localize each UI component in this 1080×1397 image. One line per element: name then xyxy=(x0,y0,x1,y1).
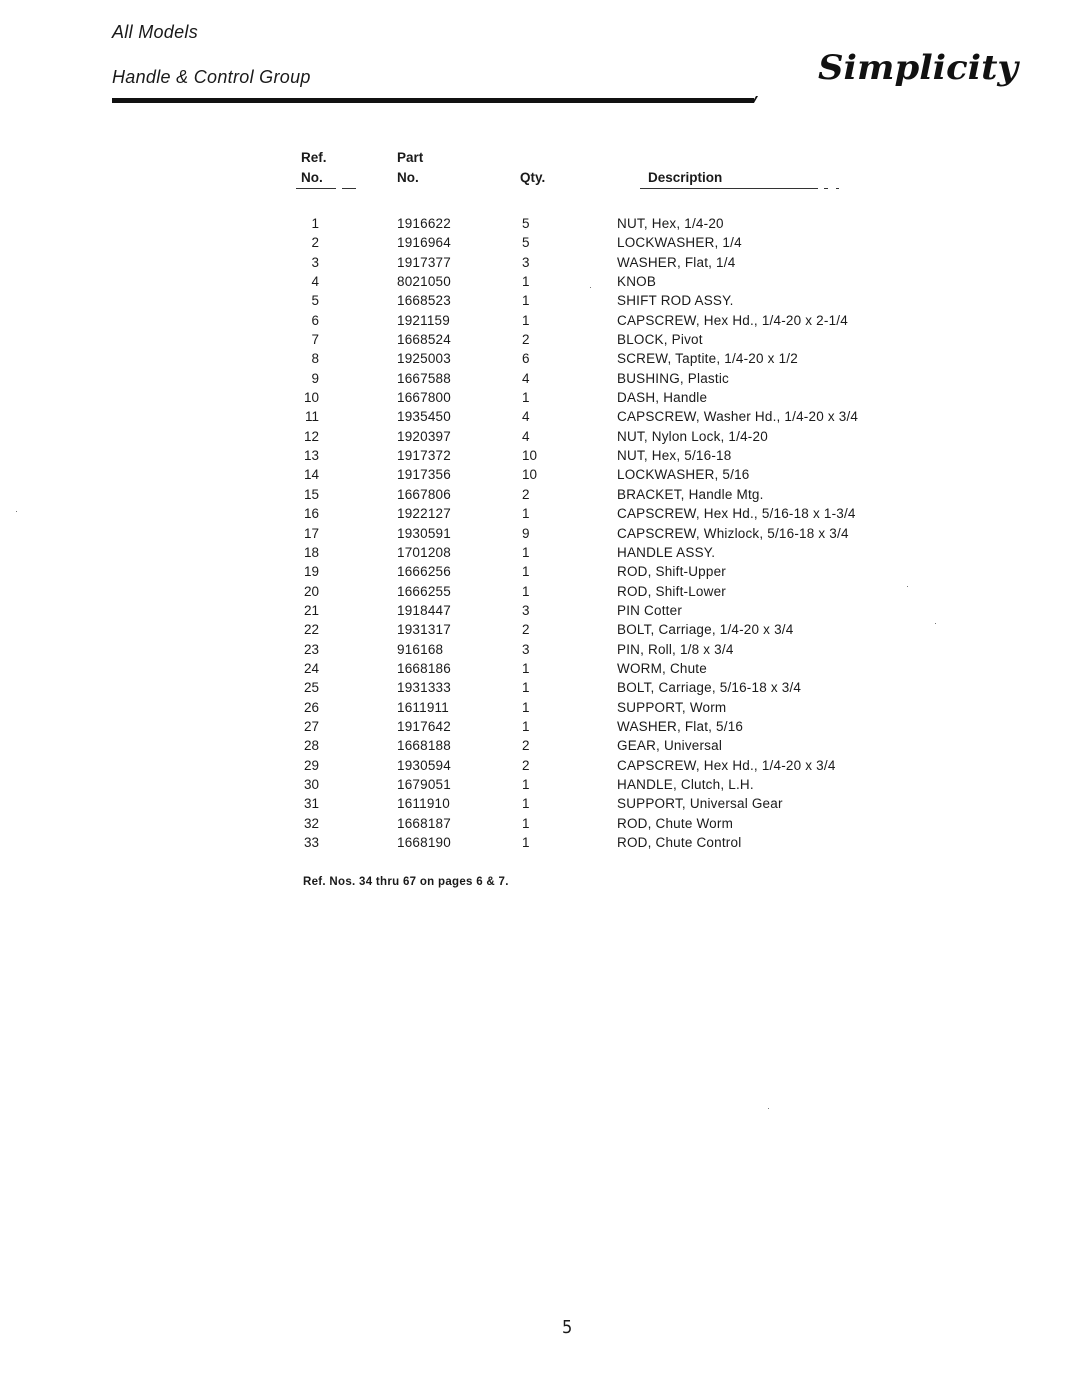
part-number-cell: 1920397 xyxy=(397,428,451,444)
model-label: All Models xyxy=(112,22,199,42)
scan-speck xyxy=(907,586,908,587)
description-cell: LOCKWASHER, 1/4 xyxy=(617,235,742,251)
qty-cell: 1 xyxy=(522,680,530,696)
qty-cell: 1 xyxy=(522,390,530,406)
qty-cell: 2 xyxy=(522,486,530,502)
part-number-cell: 1917377 xyxy=(397,254,451,270)
qty-cell: 3 xyxy=(522,602,530,618)
qty-cell: 6 xyxy=(522,351,530,367)
ref-cell: 29 xyxy=(303,757,319,773)
scan-speck xyxy=(590,287,591,288)
part-number-cell: 1921159 xyxy=(397,312,450,328)
qty-cell: 1 xyxy=(522,564,530,580)
table-row xyxy=(0,640,1080,659)
table-row xyxy=(0,524,1080,543)
part-number-cell: 1668190 xyxy=(397,835,451,850)
scan-speck xyxy=(768,1108,769,1109)
part-number-cell: 1916964 xyxy=(397,235,451,251)
qty-cell: 1 xyxy=(522,835,530,850)
ref-cell: 9 xyxy=(311,370,319,386)
part-number-cell: 8021050 xyxy=(397,274,451,290)
part-number-cell: 1679051 xyxy=(397,776,451,792)
table-row xyxy=(0,775,1080,794)
table-row xyxy=(0,562,1080,581)
section-title: Handle & Control Group xyxy=(112,67,311,87)
table-row xyxy=(0,601,1080,620)
table-row xyxy=(0,485,1080,504)
table-row xyxy=(0,233,1080,252)
col-header-underline xyxy=(640,188,818,189)
table-row xyxy=(0,582,1080,601)
col-header-qty: Qty. xyxy=(520,170,546,185)
table-row xyxy=(0,833,1080,852)
description-cell: PIN, Roll, 1/8 x 3/4 xyxy=(617,641,734,657)
ref-cell: 12 xyxy=(303,428,319,444)
col-header-ref-line1: Ref. xyxy=(301,150,327,165)
description-cell: HANDLE, Clutch, L.H. xyxy=(617,776,754,792)
ref-cell: 10 xyxy=(303,390,319,406)
table-row xyxy=(0,659,1080,678)
col-header-ref-line2: No. xyxy=(301,170,323,185)
description-cell: SHIFT ROD ASSY. xyxy=(617,293,734,309)
table-row xyxy=(0,349,1080,368)
part-number-cell: 1916622 xyxy=(397,216,451,231)
table-row xyxy=(0,407,1080,426)
part-number-cell: 1930591 xyxy=(397,525,451,541)
qty-cell: 1 xyxy=(522,274,530,290)
table-row xyxy=(0,717,1080,736)
table-row xyxy=(0,427,1080,446)
col-header-part-line2: No. xyxy=(397,170,419,185)
table-row xyxy=(0,794,1080,813)
description-cell: PIN Cotter xyxy=(617,602,683,618)
part-number-cell: 1666255 xyxy=(397,583,451,599)
col-header-underline xyxy=(836,188,839,189)
description-cell: BLOCK, Pivot xyxy=(617,332,703,348)
ref-cell: 23 xyxy=(303,641,319,657)
ref-cell: 19 xyxy=(303,564,319,580)
ref-cell: 16 xyxy=(303,506,319,522)
description-cell: CAPSCREW, Whizlock, 5/16-18 x 3/4 xyxy=(617,525,849,541)
part-number-cell: 1701208 xyxy=(397,544,451,560)
part-number-cell: 1931317 xyxy=(397,622,451,638)
description-cell: WASHER, Flat, 1/4 xyxy=(617,254,736,270)
description-cell: BOLT, Carriage, 1/4-20 x 3/4 xyxy=(617,622,794,638)
part-number-cell: 1667800 xyxy=(397,390,451,406)
description-cell: ROD, Shift-Upper xyxy=(617,564,726,580)
table-row xyxy=(0,311,1080,330)
description-cell: BOLT, Carriage, 5/16-18 x 3/4 xyxy=(617,680,802,696)
table-row xyxy=(0,272,1080,291)
col-header-part xyxy=(397,148,423,188)
qty-cell: 1 xyxy=(522,660,530,676)
description-cell: ROD, Chute Control xyxy=(617,835,742,850)
ref-cell: 5 xyxy=(311,293,319,309)
ref-cell: 3 xyxy=(311,254,319,270)
qty-cell: 10 xyxy=(522,467,538,483)
brand-wordmark: Simplicity xyxy=(818,48,1021,88)
description-cell: SCREW, Taptite, 1/4-20 x 1/2 xyxy=(617,351,798,367)
qty-cell: 1 xyxy=(522,699,530,715)
table-row xyxy=(0,291,1080,310)
part-number-cell: 1917372 xyxy=(397,448,451,464)
description-cell: ROD, Shift-Lower xyxy=(617,583,726,599)
table-row xyxy=(0,698,1080,717)
ref-cell: 6 xyxy=(311,312,319,328)
col-header-underline xyxy=(342,188,356,189)
description-cell: NUT, Hex, 5/16-18 xyxy=(617,448,732,464)
ref-cell: 11 xyxy=(304,409,319,425)
table-row xyxy=(0,253,1080,272)
qty-cell: 2 xyxy=(522,622,530,638)
simplicity-logo xyxy=(816,48,1022,88)
ref-cell: 32 xyxy=(303,815,319,831)
part-number-cell: 1668187 xyxy=(397,815,451,831)
description-cell: CAPSCREW, Washer Hd., 1/4-20 x 3/4 xyxy=(617,409,859,425)
scan-speck xyxy=(935,623,936,624)
ref-cell: 31 xyxy=(303,796,319,812)
ref-cell: 17 xyxy=(303,525,319,541)
qty-cell: 2 xyxy=(522,757,530,773)
description-cell: CAPSCREW, Hex Hd., 5/16-18 x 1-3/4 xyxy=(617,506,856,522)
description-cell: WASHER, Flat, 5/16 xyxy=(617,718,744,734)
description-cell: CAPSCREW, Hex Hd., 1/4-20 x 2-1/4 xyxy=(617,312,848,328)
qty-cell: 9 xyxy=(522,525,530,541)
ref-cell: 26 xyxy=(303,699,319,715)
table-row xyxy=(0,369,1080,388)
table-row xyxy=(0,814,1080,833)
qty-cell: 2 xyxy=(522,738,530,754)
parts-table xyxy=(0,214,1080,852)
part-number-cell: 1917642 xyxy=(397,718,451,734)
qty-cell: 1 xyxy=(522,583,530,599)
qty-cell: 3 xyxy=(522,641,530,657)
ref-cell: 21 xyxy=(303,602,319,618)
description-cell: WORM, Chute xyxy=(617,660,707,676)
part-number-cell: 916168 xyxy=(397,641,444,657)
description-cell: CAPSCREW, Hex Hd., 1/4-20 x 3/4 xyxy=(617,757,836,773)
qty-cell: 1 xyxy=(522,293,530,309)
table-row xyxy=(0,465,1080,484)
description-cell: DASH, Handle xyxy=(617,390,708,406)
description-cell: LOCKWASHER, 5/16 xyxy=(617,467,750,483)
part-number-cell: 1667806 xyxy=(397,486,451,502)
ref-cell: 8 xyxy=(311,351,319,367)
qty-cell: 1 xyxy=(522,776,530,792)
qty-cell: 4 xyxy=(522,428,530,444)
footnote: Ref. Nos. 34 thru 67 on pages 6 & 7. xyxy=(303,876,509,888)
col-header-underline xyxy=(296,188,336,189)
qty-cell: 1 xyxy=(522,312,530,328)
part-number-cell: 1925003 xyxy=(397,351,451,367)
col-header-ref xyxy=(301,148,327,188)
part-number-cell: 1667588 xyxy=(397,370,451,386)
col-header-underline xyxy=(824,188,828,189)
ref-cell: 27 xyxy=(303,718,319,734)
ref-cell: 20 xyxy=(303,583,319,599)
ref-cell: 13 xyxy=(303,448,319,464)
qty-cell: 4 xyxy=(522,409,530,425)
ref-cell: 2 xyxy=(311,235,319,251)
description-cell: HANDLE ASSY. xyxy=(617,544,716,560)
ref-cell: 22 xyxy=(303,622,319,638)
part-number-cell: 1931333 xyxy=(397,680,451,696)
qty-cell: 1 xyxy=(522,506,530,522)
col-header-part-line1: Part xyxy=(397,150,424,165)
ref-cell: 4 xyxy=(311,274,319,290)
description-cell: SUPPORT, Worm xyxy=(617,699,727,715)
table-row xyxy=(0,543,1080,562)
part-number-cell: 1930594 xyxy=(397,757,451,773)
ref-cell: 24 xyxy=(303,660,319,676)
qty-cell: 1 xyxy=(522,544,530,560)
ref-cell: 7 xyxy=(311,332,319,348)
part-number-cell: 1917356 xyxy=(397,467,451,483)
qty-cell: 5 xyxy=(522,235,530,251)
qty-cell: 4 xyxy=(522,370,530,386)
ref-cell: 15 xyxy=(303,486,319,502)
description-cell: BRACKET, Handle Mtg. xyxy=(617,486,764,502)
table-row xyxy=(0,736,1080,755)
part-number-cell: 1668524 xyxy=(397,332,451,348)
part-number-cell: 1611910 xyxy=(397,796,450,812)
table-row xyxy=(0,504,1080,523)
table-row xyxy=(0,678,1080,697)
table-row xyxy=(0,620,1080,639)
table-row xyxy=(0,330,1080,349)
ref-cell: 28 xyxy=(303,738,319,754)
description-cell: NUT, Hex, 1/4-20 xyxy=(617,216,724,231)
qty-cell: 1 xyxy=(522,796,530,812)
description-cell: KNOB xyxy=(617,274,657,290)
part-number-cell: 1666256 xyxy=(397,564,451,580)
part-number-cell: 1668523 xyxy=(397,293,451,309)
qty-cell: 1 xyxy=(522,718,530,734)
ref-cell: 18 xyxy=(303,544,319,560)
page-number: 5 xyxy=(562,1317,573,1338)
qty-cell: 5 xyxy=(522,216,530,231)
qty-cell: 1 xyxy=(522,815,530,831)
part-number-cell: 1922127 xyxy=(397,506,451,522)
table-row xyxy=(0,388,1080,407)
part-number-cell: 1918447 xyxy=(397,602,451,618)
qty-cell: 3 xyxy=(522,254,530,270)
header-rule xyxy=(112,98,754,103)
description-cell: BUSHING, Plastic xyxy=(617,370,729,386)
description-cell: GEAR, Universal xyxy=(617,738,723,754)
description-cell: ROD, Chute Worm xyxy=(617,815,734,831)
scan-speck xyxy=(16,511,17,512)
ref-cell: 30 xyxy=(303,776,319,792)
table-row xyxy=(0,756,1080,775)
qty-cell: 2 xyxy=(522,332,530,348)
ref-cell: 25 xyxy=(303,680,319,696)
part-number-cell: 1935450 xyxy=(397,409,451,425)
description-cell: NUT, Nylon Lock, 1/4-20 xyxy=(617,428,768,444)
part-number-cell: 1611911 xyxy=(397,699,449,715)
table-row xyxy=(0,446,1080,465)
col-header-description: Description xyxy=(648,170,723,185)
ref-cell: 33 xyxy=(303,835,319,850)
description-cell: SUPPORT, Universal Gear xyxy=(617,796,783,812)
part-number-cell: 1668186 xyxy=(397,660,451,676)
qty-cell: 10 xyxy=(522,448,538,464)
table-row xyxy=(0,214,1080,233)
part-number-cell: 1668188 xyxy=(397,738,451,754)
ref-cell: 14 xyxy=(303,467,319,483)
ref-cell: 1 xyxy=(311,216,319,231)
